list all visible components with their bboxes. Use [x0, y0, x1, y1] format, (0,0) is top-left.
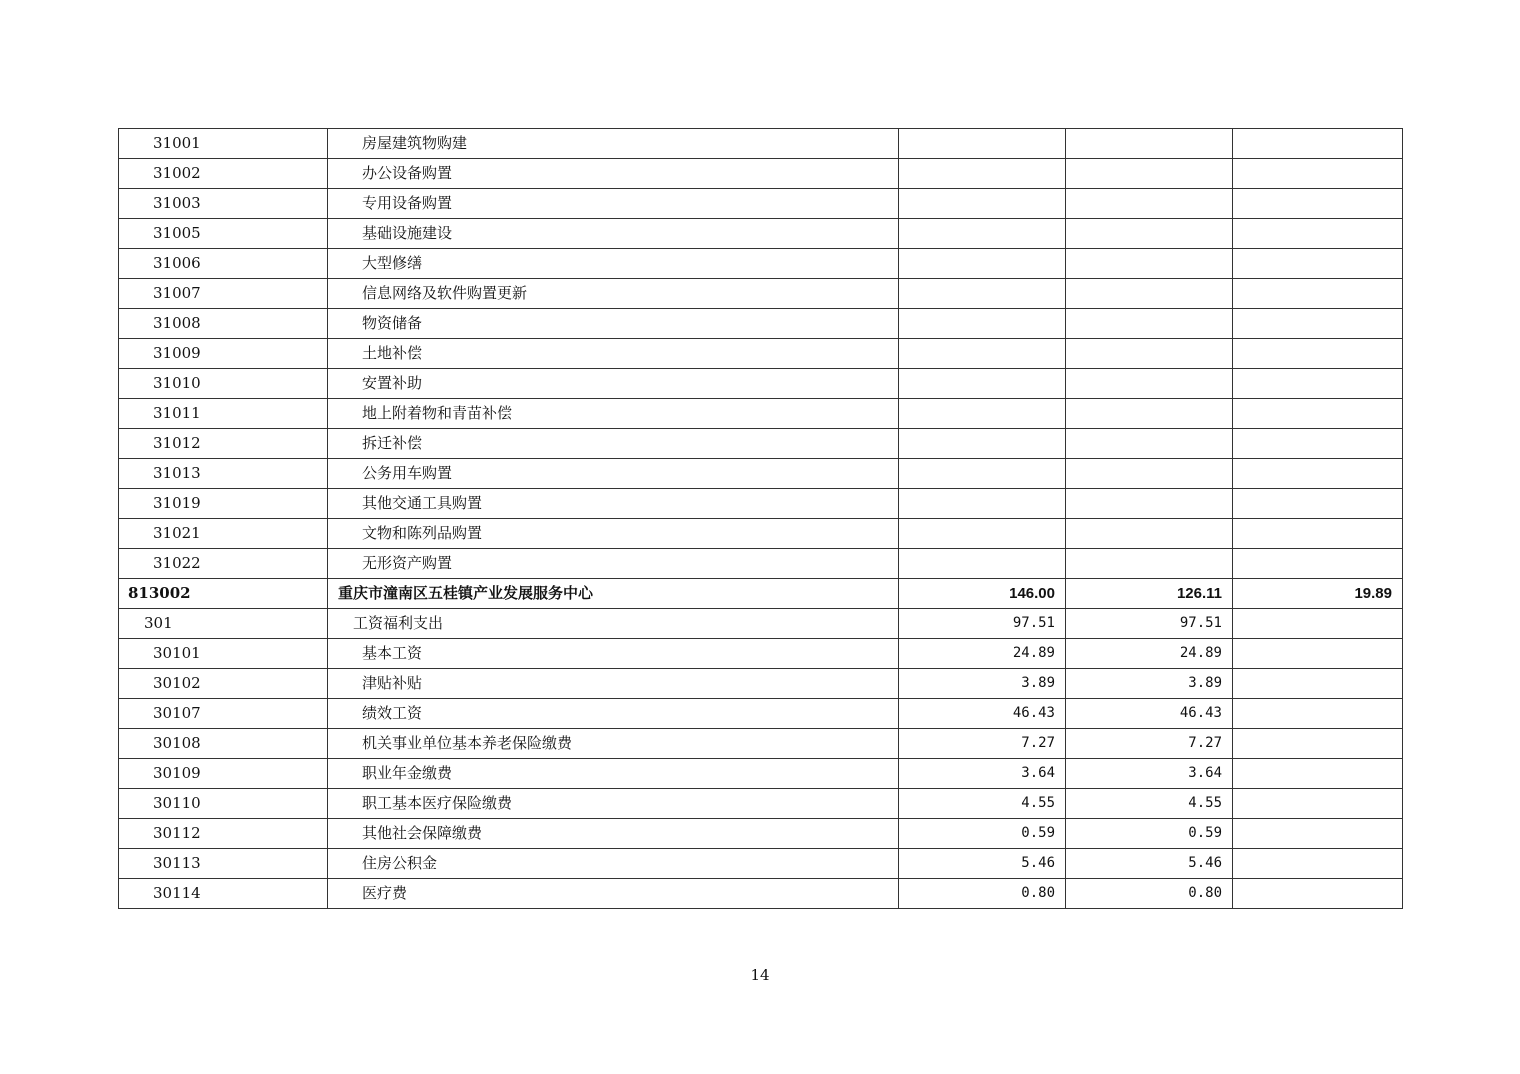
row-name-cell: 文物和陈列品购置: [328, 519, 899, 549]
row-basic-cell: 7.27: [1066, 729, 1233, 759]
table-row: [119, 579, 1403, 609]
row-total-cell: 3.89: [899, 669, 1066, 699]
row-basic-cell: 3.89: [1066, 669, 1233, 699]
row-name-cell: 职工基本医疗保险缴费: [328, 789, 899, 819]
row-code-cell: 31013: [119, 459, 328, 489]
row-total-cell: 7.27: [899, 729, 1066, 759]
table-row: [119, 339, 1403, 369]
row-code-cell: 31007: [119, 279, 328, 309]
row-basic-cell: 3.64: [1066, 759, 1233, 789]
row-project-cell: [1233, 789, 1403, 819]
row-code-cell: 31008: [119, 309, 328, 339]
row-code-cell: 30101: [119, 639, 328, 669]
row-name-cell: 基本工资: [328, 639, 899, 669]
row-project-cell: [1233, 369, 1403, 399]
table-row: [119, 789, 1403, 819]
row-project-cell: [1233, 129, 1403, 159]
table-row: [119, 129, 1403, 159]
row-basic-cell: [1066, 159, 1233, 189]
row-project-cell: [1233, 189, 1403, 219]
row-total-cell: [899, 129, 1066, 159]
row-project-cell: [1233, 429, 1403, 459]
row-basic-cell: [1066, 279, 1233, 309]
row-project-cell: 19.89: [1233, 579, 1403, 609]
row-code-cell: 31006: [119, 249, 328, 279]
row-basic-cell: [1066, 219, 1233, 249]
row-name-cell: 公务用车购置: [328, 459, 899, 489]
row-basic-cell: [1066, 459, 1233, 489]
row-total-cell: [899, 219, 1066, 249]
row-project-cell: [1233, 879, 1403, 909]
row-code-cell: 30109: [119, 759, 328, 789]
row-project-cell: [1233, 459, 1403, 489]
table-row: [119, 759, 1403, 789]
table-row: [119, 399, 1403, 429]
table-row: [119, 729, 1403, 759]
row-basic-cell: [1066, 339, 1233, 369]
row-total-cell: 24.89: [899, 639, 1066, 669]
row-name-cell: 拆迁补偿: [328, 429, 899, 459]
row-basic-cell: [1066, 309, 1233, 339]
row-code-cell: 30110: [119, 789, 328, 819]
row-total-cell: 146.00: [899, 579, 1066, 609]
row-total-cell: [899, 189, 1066, 219]
row-code-cell: 30112: [119, 819, 328, 849]
row-project-cell: [1233, 669, 1403, 699]
row-project-cell: [1233, 339, 1403, 369]
row-total-cell: [899, 519, 1066, 549]
row-basic-cell: 46.43: [1066, 699, 1233, 729]
row-basic-cell: [1066, 549, 1233, 579]
row-code-cell: 31022: [119, 549, 328, 579]
row-total-cell: [899, 399, 1066, 429]
row-name-cell: 机关事业单位基本养老保险缴费: [328, 729, 899, 759]
row-code-cell: 30107: [119, 699, 328, 729]
table-row: [119, 699, 1403, 729]
row-name-cell: 职业年金缴费: [328, 759, 899, 789]
budget-table-body: [119, 129, 1403, 909]
row-name-cell: 安置补助: [328, 369, 899, 399]
table-row: [119, 159, 1403, 189]
row-name-cell: 其他交通工具购置: [328, 489, 899, 519]
row-code-cell: 813002: [119, 579, 328, 609]
row-total-cell: 0.59: [899, 819, 1066, 849]
table-row: [119, 519, 1403, 549]
row-project-cell: [1233, 849, 1403, 879]
row-code-cell: 31010: [119, 369, 328, 399]
row-code-cell: 301: [119, 609, 328, 639]
page-number: 14: [750, 966, 770, 984]
row-name-cell: 土地补偿: [328, 339, 899, 369]
row-name-cell: 专用设备购置: [328, 189, 899, 219]
row-code-cell: 31011: [119, 399, 328, 429]
row-project-cell: [1233, 699, 1403, 729]
row-code-cell: 31003: [119, 189, 328, 219]
row-name-cell: 信息网络及软件购置更新: [328, 279, 899, 309]
row-basic-cell: [1066, 489, 1233, 519]
row-code-cell: 30114: [119, 879, 328, 909]
table-row: [119, 429, 1403, 459]
row-project-cell: [1233, 159, 1403, 189]
row-total-cell: [899, 279, 1066, 309]
row-basic-cell: [1066, 399, 1233, 429]
row-name-cell: 办公设备购置: [328, 159, 899, 189]
row-project-cell: [1233, 729, 1403, 759]
row-total-cell: [899, 339, 1066, 369]
row-name-cell: 重庆市潼南区五桂镇产业发展服务中心: [328, 579, 899, 609]
table-row: [119, 369, 1403, 399]
row-basic-cell: 0.59: [1066, 819, 1233, 849]
table-row: [119, 639, 1403, 669]
row-project-cell: [1233, 639, 1403, 669]
row-total-cell: [899, 159, 1066, 189]
row-total-cell: 46.43: [899, 699, 1066, 729]
row-total-cell: 3.64: [899, 759, 1066, 789]
row-name-cell: 绩效工资: [328, 699, 899, 729]
row-name-cell: 大型修缮: [328, 249, 899, 279]
row-total-cell: [899, 549, 1066, 579]
row-name-cell: 房屋建筑物购建: [328, 129, 899, 159]
row-name-cell: 工资福利支出: [328, 609, 899, 639]
row-basic-cell: 126.11: [1066, 579, 1233, 609]
row-project-cell: [1233, 309, 1403, 339]
row-name-cell: 医疗费: [328, 879, 899, 909]
table-row: [119, 819, 1403, 849]
row-total-cell: 0.80: [899, 879, 1066, 909]
row-basic-cell: 5.46: [1066, 849, 1233, 879]
table-row: [119, 249, 1403, 279]
row-basic-cell: [1066, 129, 1233, 159]
row-project-cell: [1233, 279, 1403, 309]
row-project-cell: [1233, 489, 1403, 519]
row-project-cell: [1233, 519, 1403, 549]
table-row: [119, 849, 1403, 879]
row-code-cell: 30113: [119, 849, 328, 879]
row-code-cell: 31012: [119, 429, 328, 459]
row-code-cell: 31009: [119, 339, 328, 369]
row-name-cell: 津贴补贴: [328, 669, 899, 699]
row-total-cell: 4.55: [899, 789, 1066, 819]
row-name-cell: 地上附着物和青苗补偿: [328, 399, 899, 429]
row-total-cell: [899, 309, 1066, 339]
row-total-cell: [899, 429, 1066, 459]
row-total-cell: [899, 489, 1066, 519]
row-code-cell: 30102: [119, 669, 328, 699]
row-code-cell: 31001: [119, 129, 328, 159]
row-total-cell: [899, 369, 1066, 399]
row-name-cell: 物资储备: [328, 309, 899, 339]
table-row: [119, 219, 1403, 249]
row-basic-cell: [1066, 519, 1233, 549]
row-project-cell: [1233, 609, 1403, 639]
row-name-cell: 住房公积金: [328, 849, 899, 879]
row-code-cell: 30108: [119, 729, 328, 759]
table-row: [119, 309, 1403, 339]
row-project-cell: [1233, 759, 1403, 789]
row-name-cell: 基础设施建设: [328, 219, 899, 249]
table-row: [119, 459, 1403, 489]
row-basic-cell: 97.51: [1066, 609, 1233, 639]
table-row: [119, 489, 1403, 519]
row-project-cell: [1233, 819, 1403, 849]
row-basic-cell: [1066, 369, 1233, 399]
row-basic-cell: [1066, 189, 1233, 219]
row-basic-cell: 4.55: [1066, 789, 1233, 819]
row-code-cell: 31021: [119, 519, 328, 549]
table-row: [119, 549, 1403, 579]
row-project-cell: [1233, 549, 1403, 579]
row-total-cell: [899, 459, 1066, 489]
row-name-cell: 无形资产购置: [328, 549, 899, 579]
table-row: [119, 609, 1403, 639]
row-basic-cell: [1066, 249, 1233, 279]
row-name-cell: 其他社会保障缴费: [328, 819, 899, 849]
budget-table: [118, 128, 1403, 909]
row-project-cell: [1233, 219, 1403, 249]
table-row: [119, 189, 1403, 219]
row-basic-cell: 24.89: [1066, 639, 1233, 669]
row-total-cell: [899, 249, 1066, 279]
row-code-cell: 31002: [119, 159, 328, 189]
row-code-cell: 31019: [119, 489, 328, 519]
table-row: [119, 669, 1403, 699]
row-project-cell: [1233, 399, 1403, 429]
table-row: [119, 879, 1403, 909]
row-total-cell: 97.51: [899, 609, 1066, 639]
row-project-cell: [1233, 249, 1403, 279]
row-code-cell: 31005: [119, 219, 328, 249]
row-basic-cell: [1066, 429, 1233, 459]
table-row: [119, 279, 1403, 309]
row-total-cell: 5.46: [899, 849, 1066, 879]
row-basic-cell: 0.80: [1066, 879, 1233, 909]
